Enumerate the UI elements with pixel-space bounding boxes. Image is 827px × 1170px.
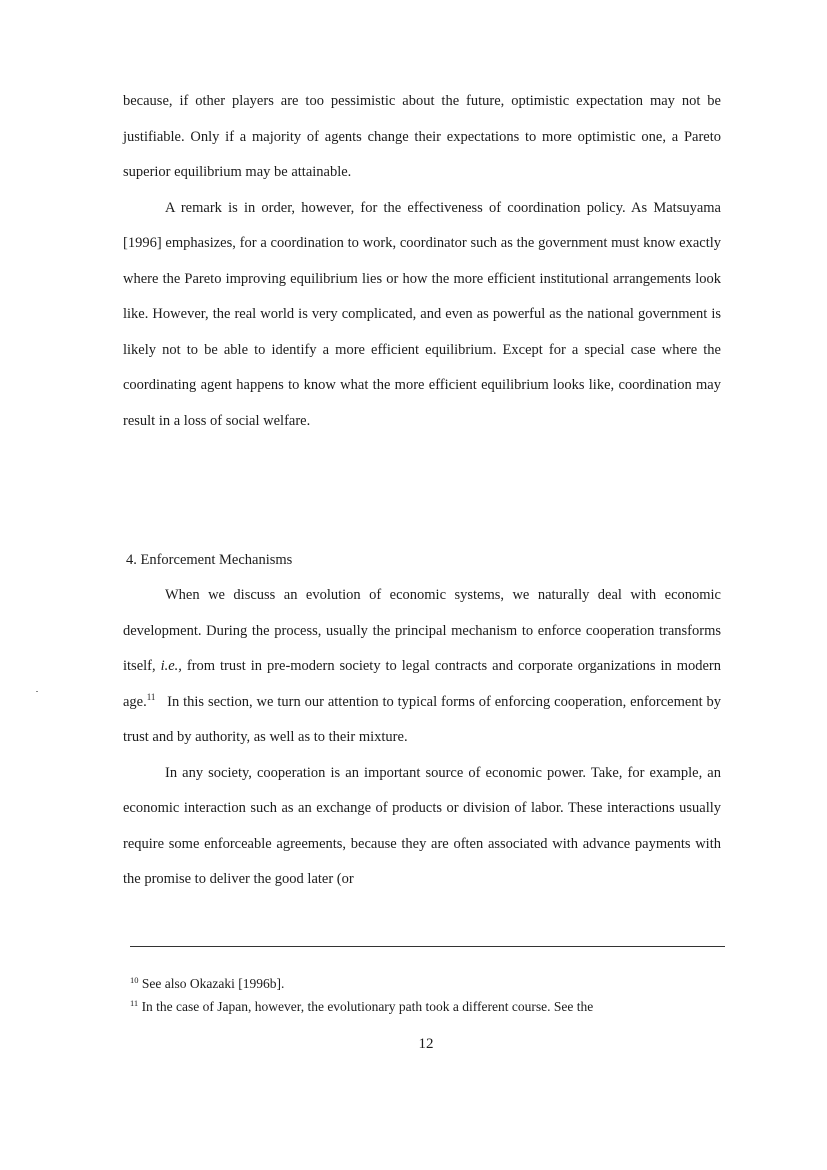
paragraph-continued: because, if other players are too pessimistic about the future, optimistic expectation may not be justifiable. Only if a majority of agents change their expectations to more optimistic one, a Pareto superior equilibrium may be attainable. — [123, 93, 721, 180]
paragraph-cooperation: In any society, cooperation is an important source of economic power. Take, for example, an economic interaction such as an exchange of products or division of labor. These interactions usually require some enforceable agreements, because they are often associated with advance payments with the promise to deliver the good later (or — [123, 764, 721, 887]
footnote-text: In the case of Japan, however, the evolutionary path took a different course. See the — [141, 999, 594, 1014]
footnote-text: See also Okazaki [1996b]. — [141, 976, 285, 991]
top-text-block — [123, 84, 721, 439]
section-text-block — [123, 578, 721, 898]
paragraph-evolution — [123, 578, 721, 756]
footnote-separator — [130, 946, 725, 947]
paragraph-text: In this section, we turn our attention to typical forms of enforcing cooperation, enforcement by trust and by authority, as well as to their mixture. — [123, 693, 722, 745]
ie-abbreviation: i.e., — [160, 658, 182, 674]
footnote-mark: 11 — [130, 998, 139, 1008]
footnote-mark: 10 — [130, 975, 139, 985]
footnote-reference: 11 — [146, 691, 156, 702]
scan-mark — [36, 691, 38, 692]
footnote-item — [130, 972, 730, 995]
paragraph-text: When we discuss an evolution of economic systems, we naturally deal with economic development. During the process, usually the principal mechanism to enforce cooperation transforms itself, — [123, 587, 721, 674]
footnote-item — [130, 995, 730, 1018]
section-heading: 4. Enforcement Mechanisms — [126, 552, 293, 568]
paragraph-text: from trust in pre-modern society to legal contracts and corporate organizations in modern age. — [123, 658, 722, 710]
footnotes — [130, 972, 730, 1018]
page-number: 12 — [418, 1036, 434, 1052]
paragraph-coordination-remark: A remark is in order, however, for the effectiveness of coordination policy. As Matsuyama [1996] emphasizes, for a coordination to work, coordinator such as the government must know exactly where the Pareto improving equilibrium lies or how the more efficient institutional arrangements look like. However, the real world is very complicated, and even as powerful as the national government is likely not to be able to identify a more efficient equilibrium. Except for a special case where the coordinating agent happens to know what the more efficient equilibrium looks like, coordination may result in a loss of social welfare. — [123, 199, 721, 429]
